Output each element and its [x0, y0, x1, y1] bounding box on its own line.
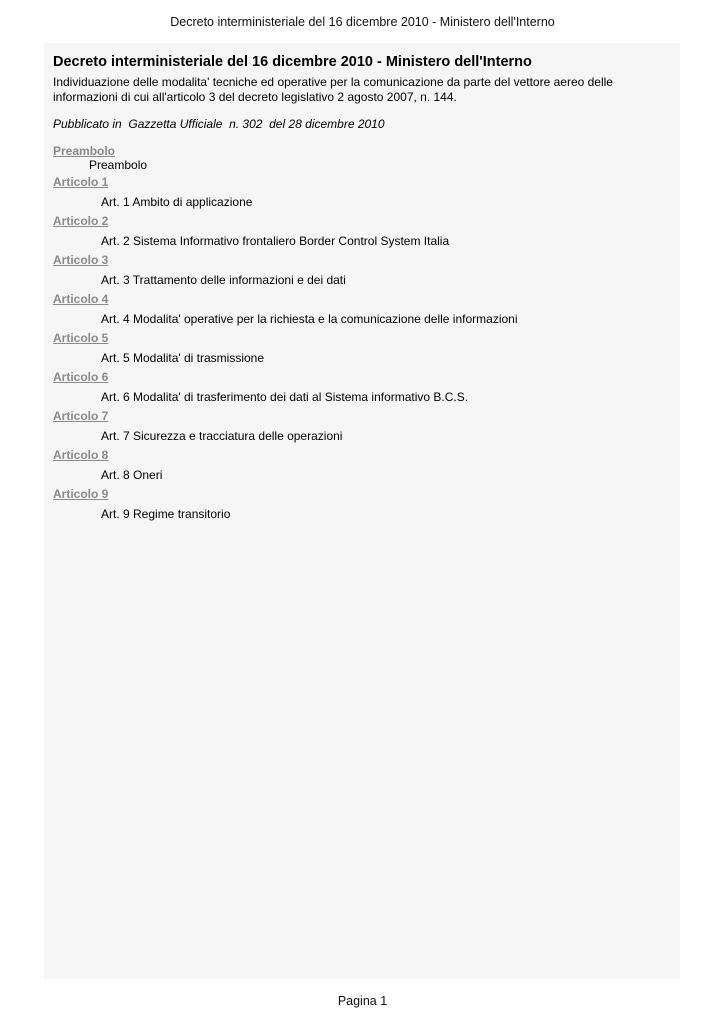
toc-description: Art. 8 Oneri — [101, 468, 163, 482]
publication-info: Pubblicato in Gazzetta Ufficiale n. 302 del 28 dicembre 2010 — [53, 117, 385, 131]
document-title: Decreto interministeriale del 16 dicembre 2010 - Ministero dell'Interno — [53, 54, 532, 70]
toc-link-articolo-8[interactable]: Articolo 8 — [53, 448, 109, 462]
toc-entry-articolo-8 — [53, 448, 673, 483]
toc-entry-articolo-7 — [53, 409, 673, 444]
table-of-contents — [53, 144, 673, 526]
toc-entry-articolo-4 — [53, 292, 673, 327]
toc-description: Art. 2 Sistema Informativo frontaliero Border Control System Italia — [101, 234, 450, 248]
toc-entry-preambolo — [53, 144, 673, 173]
toc-description: Art. 5 Modalita' di trasmissione — [101, 351, 265, 365]
page-number: Pagina 1 — [337, 994, 388, 1008]
toc-link-articolo-7[interactable]: Articolo 7 — [53, 409, 109, 423]
toc-entry-articolo-9 — [53, 487, 673, 522]
toc-description: Art. 6 Modalita' di trasferimento dei dati al Sistema informativo B.C.S. — [101, 390, 469, 404]
document-subtitle: Individuazione delle modalita' tecniche ed operative per la comunicazione da parte del vettore aereo delle informazioni di cui all'articolo 3 del decreto legislativo 2 agosto 2007, n. 144. — [53, 75, 613, 104]
toc-description: Art. 9 Regime transitorio — [101, 507, 231, 521]
toc-link-articolo-6[interactable]: Articolo 6 — [53, 370, 109, 384]
toc-description: Art. 3 Trattamento delle informazioni e dei dati — [101, 273, 346, 287]
toc-link-articolo-9[interactable]: Articolo 9 — [53, 487, 109, 501]
toc-entry-articolo-5 — [53, 331, 673, 366]
toc-description: Art. 4 Modalita' operative per la richiesta e la comunicazione delle informazioni — [101, 312, 518, 326]
toc-description: Preambolo — [89, 158, 148, 172]
toc-link-articolo-3[interactable]: Articolo 3 — [53, 253, 109, 267]
toc-link-articolo-5[interactable]: Articolo 5 — [53, 331, 109, 345]
toc-link-preambolo[interactable]: Preambolo — [53, 144, 116, 158]
toc-entry-articolo-6 — [53, 370, 673, 405]
toc-link-articolo-1[interactable]: Articolo 1 — [53, 175, 109, 189]
toc-link-articolo-4[interactable]: Articolo 4 — [53, 292, 109, 306]
toc-link-articolo-2[interactable]: Articolo 2 — [53, 214, 109, 228]
toc-description: Art. 7 Sicurezza e tracciatura delle operazioni — [101, 429, 343, 443]
toc-description: Art. 1 Ambito di applicazione — [101, 195, 253, 209]
toc-entry-articolo-1 — [53, 175, 673, 210]
toc-entry-articolo-3 — [53, 253, 673, 288]
toc-entry-articolo-2 — [53, 214, 673, 249]
running-header: Decreto interministeriale del 16 dicembre 2010 - Ministero dell'Interno — [170, 15, 555, 29]
